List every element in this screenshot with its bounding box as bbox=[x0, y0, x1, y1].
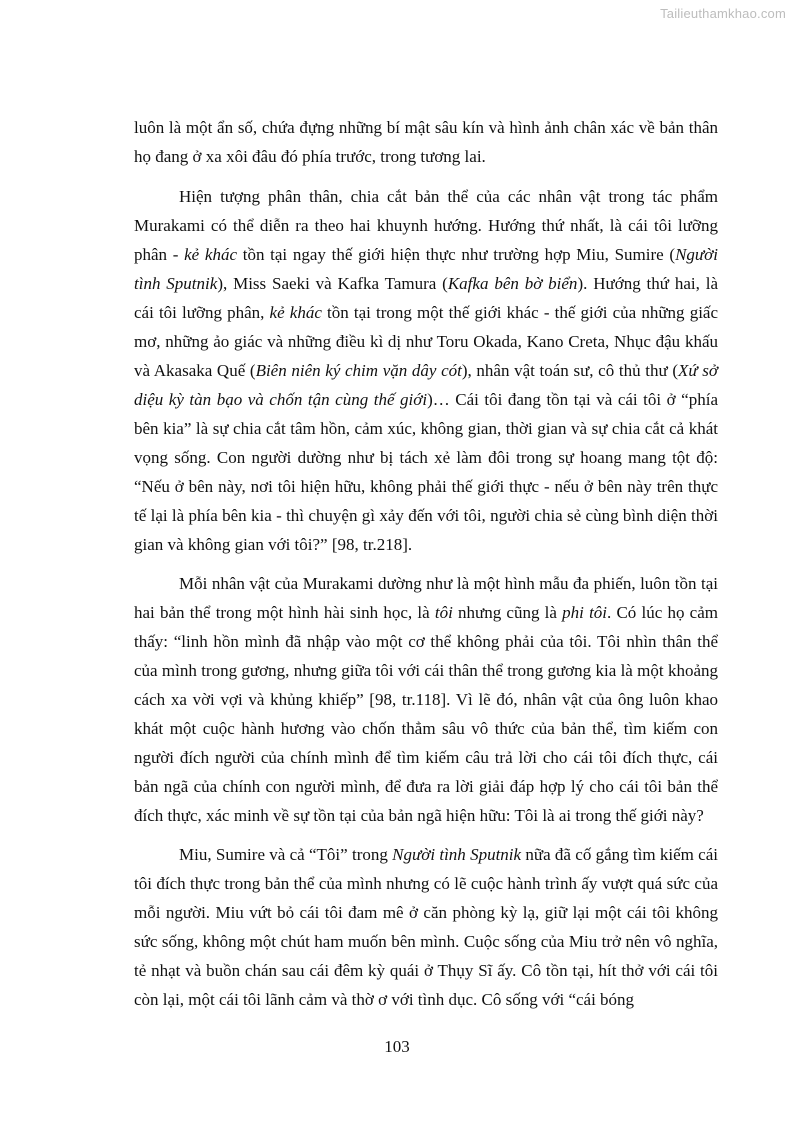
text-run: )… Cái tôi đang tồn tại và cái tôi ở “phía bên kia” là sự chia cắt tâm hồn, cảm xúc, không gian, thời gian và sự chia cắt cả khát vọng sống. Con người dường như bị tách xẻ làm đôi trong sự hoang mang tột độ: “Nếu ở bên này, nơi tôi hiện hữu, không phải thế giới thực - nếu ở bên này trên thực tế lại là phía bên kia - thì chuyện gì xảy đến với tôi, người chia sẻ cùng bình diện thời gian và không gian với tôi?” [98, tr.218]. bbox=[134, 390, 719, 554]
text-run: ), Miss Saeki và Kafka Tamura ( bbox=[217, 274, 448, 293]
italic-text-run: phi tôi bbox=[562, 603, 608, 622]
text-run: Mỗi nhân vật của Murakami dường như là một hình mẫu đa phiến, luôn tồn tại hai bản thể trong một hình hài sinh học, là bbox=[134, 574, 718, 622]
text-run: Miu, Sumire và cả “Tôi” trong bbox=[179, 845, 393, 864]
italic-text-run: Kafka bên bờ biển bbox=[447, 274, 578, 293]
text-run: Hiện tượng phân thân, chia cắt bản thể của các nhân vật trong tác phẩm Murakami có thể diễn ra theo hai khuynh hướng. Hướng thứ nhất, là cái tôi lưỡng phân - bbox=[134, 187, 718, 264]
page-number: 103 bbox=[384, 1037, 410, 1056]
text-run: nhưng cũng là bbox=[452, 603, 563, 622]
italic-text-run: Người tình Sputnik bbox=[134, 245, 718, 293]
italic-text-run: Biên niên ký chim vặn dây cót bbox=[255, 361, 462, 380]
italic-text-run: Xứ sở diệu kỳ tàn bạo và chốn tận cùng thế giới bbox=[134, 361, 718, 409]
italic-text-run: kẻ khác bbox=[184, 245, 238, 264]
text-run: nữa đã cố gắng tìm kiếm cái tôi đích thực trong bản thể của mình nhưng có lẽ cuộc hành trình ấy vượt quá sức của mỗi người. Miu vứt bỏ cái tôi đam mê ở căn phòng kỳ lạ, giữ lại một cái tôi không sức sống, không một chút ham muốn bên mình. Cuộc sống của Miu trở nên vô nghĩa, tẻ nhạt và buồn chán sau cái đêm kỳ quái ở Thụy Sĩ ấy. Cô tồn tại, hít thở với cái tôi còn lại, một cái tôi lãnh cảm và thờ ơ với tình dục. Cô sống với “cái bóng bbox=[134, 845, 718, 1009]
paragraph-2 bbox=[134, 182, 718, 559]
italic-text-run: kẻ khác bbox=[269, 303, 322, 322]
italic-text-run: Người tình Sputnik bbox=[392, 845, 522, 864]
text-run: ), nhân vật toán sư, cô thủ thư ( bbox=[461, 361, 678, 380]
italic-text-run: tôi bbox=[434, 603, 453, 622]
paragraph-1 bbox=[134, 113, 718, 171]
text-run: tồn tại trong một thế giới khác - thế giới của những giấc mơ, những ảo giác và những điều kì dị như Toru Okada, Kano Creta, Nhục đậu khấu và Akasaka Quế ( bbox=[134, 303, 719, 380]
watermark: Tailieuthamkhao.com bbox=[660, 6, 786, 21]
text-run: . Có lúc họ cảm thấy: “linh hồn mình đã nhập vào một cơ thể không phải của tôi. Tôi nhìn thân thể của mình trong gương, nhưng giữa tôi với cái thân thể trong gương kia là một khoảng cách xa vời vợi và khủng khiếp” [98, tr.118]. Vì lẽ đó, nhân vật của ông luôn khao khát một cuộc hành hương vào chốn thẳm sâu vô thức của bản thể, tìm kiếm con người đích người của chính mình để tìm kiếm câu trả lời cho cái tôi đích thực, cái bản ngã của chính con người mình, để đưa ra lời giải đáp hợp lý cho cái tôi bản thể đích thực, xác minh về sự tồn tại của bản ngã hiện hữu: Tôi là ai trong thế giới này? bbox=[134, 603, 718, 825]
text-run: tồn tại ngay thế giới hiện thực như trường hợp Miu, Sumire ( bbox=[237, 245, 676, 264]
paragraph-4 bbox=[134, 840, 718, 1014]
text-run: ). Hướng thứ hai, là cái tôi lưỡng phân, bbox=[134, 274, 718, 322]
text-run: luôn là một ẩn số, chứa đựng những bí mật sâu kín và hình ảnh chân xác về bản thân họ đang ở xa xôi đâu đó phía trước, trong tương lai. bbox=[134, 118, 718, 166]
paragraph-3 bbox=[134, 569, 718, 830]
page-body bbox=[134, 113, 718, 1024]
